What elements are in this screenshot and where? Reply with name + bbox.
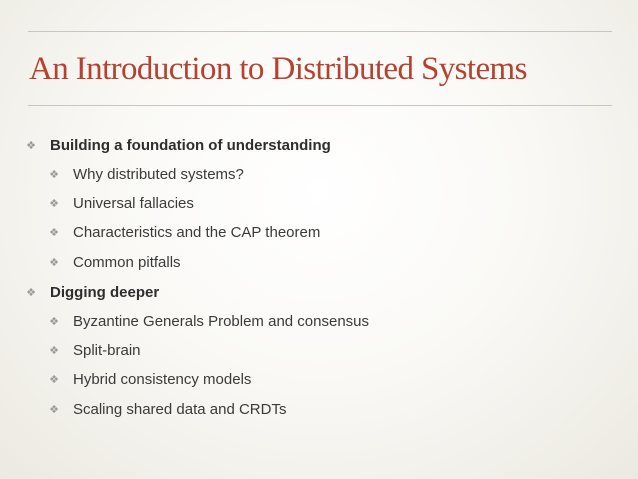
diamond-bullet-icon: ❖ — [26, 139, 36, 152]
list-item-label: Common pitfalls — [73, 254, 181, 271]
list-item — [49, 369, 251, 391]
diamond-bullet-icon: ❖ — [49, 373, 59, 386]
diamond-bullet-icon: ❖ — [49, 226, 59, 239]
diamond-bullet-icon: ❖ — [49, 403, 59, 416]
list-item — [49, 311, 369, 333]
section-heading-label: Building a foundation of understanding — [50, 137, 331, 154]
title-bottom-rule — [28, 105, 612, 106]
section-heading — [26, 135, 331, 157]
section-heading-label: Digging deeper — [50, 284, 160, 301]
list-item-label: Byzantine Generals Problem and consensus — [73, 313, 370, 330]
list-item-label: Split-brain — [73, 342, 141, 359]
list-item-label: Why distributed systems? — [73, 166, 244, 183]
diamond-bullet-icon: ❖ — [49, 344, 59, 357]
list-item — [49, 164, 244, 186]
list-item — [49, 193, 194, 215]
section-heading — [26, 282, 159, 304]
diamond-bullet-icon: ❖ — [26, 286, 36, 299]
list-item-label: Scaling shared data and CRDTs — [73, 401, 287, 418]
list-item — [49, 399, 286, 421]
list-item — [49, 340, 141, 362]
list-item — [49, 222, 320, 244]
list-item-label: Hybrid consistency models — [73, 371, 252, 388]
list-item — [49, 252, 181, 274]
diamond-bullet-icon: ❖ — [49, 168, 59, 181]
title-top-rule — [28, 31, 612, 32]
diamond-bullet-icon: ❖ — [49, 315, 59, 328]
diamond-bullet-icon: ❖ — [49, 256, 59, 269]
slide-title: An Introduction to Distributed Systems — [29, 51, 527, 87]
list-item-label: Characteristics and the CAP theorem — [73, 224, 321, 241]
list-item-label: Universal fallacies — [73, 195, 194, 212]
diamond-bullet-icon: ❖ — [49, 197, 59, 210]
